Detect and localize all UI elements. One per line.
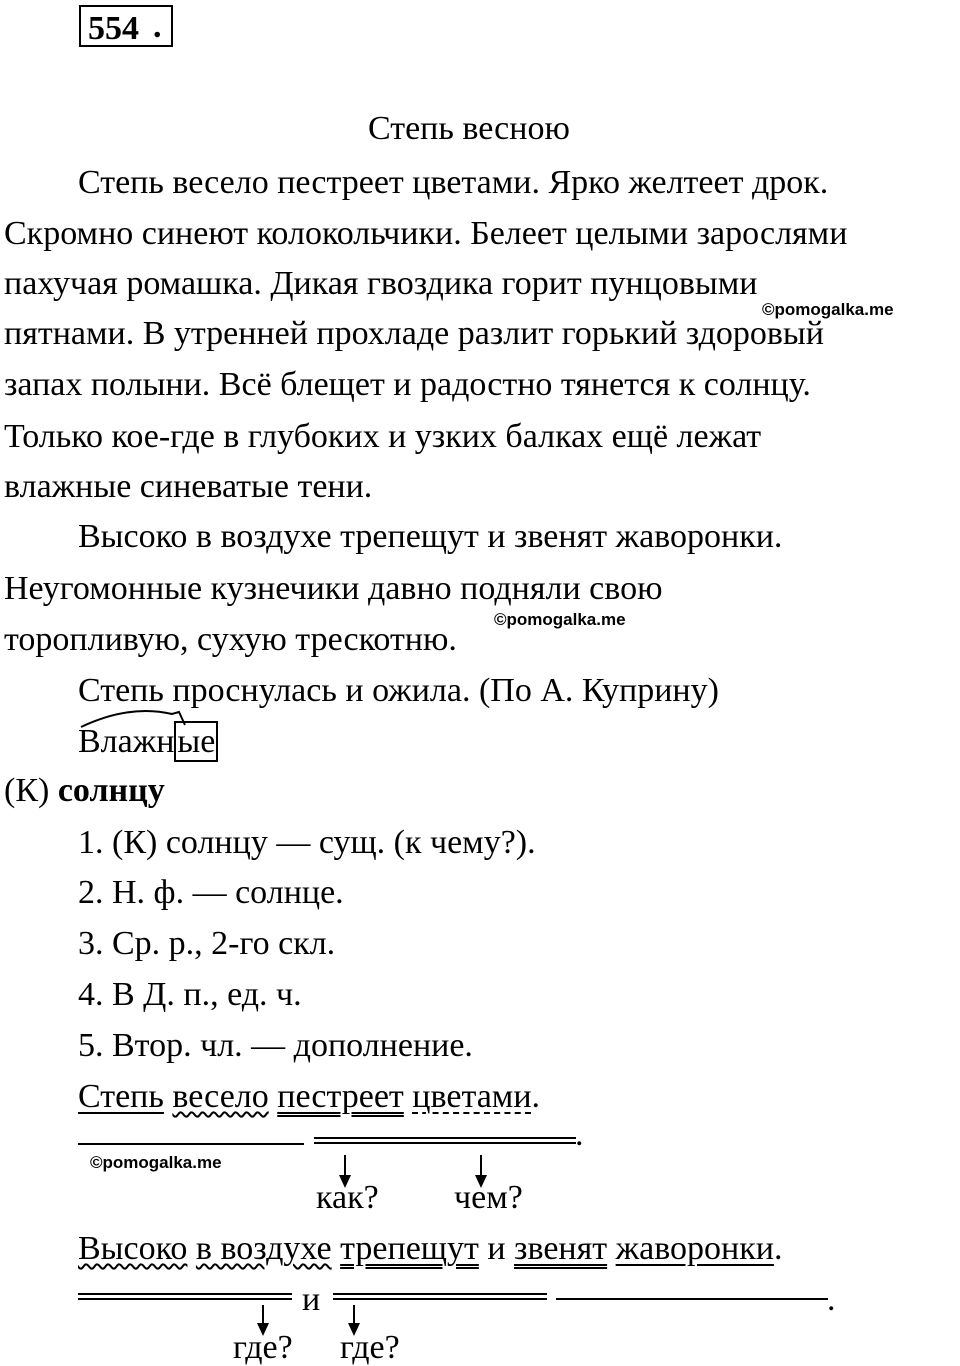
sentence1-subject: Степь (78, 1078, 164, 1115)
paragraph1-line: влажные синеватые тени. (4, 468, 373, 505)
watermark: ©pomogalka.me (494, 610, 626, 629)
paragraph3: Степь проснулась и ожила. (По А. Куприну) (78, 672, 719, 709)
question-where: где? (233, 1329, 293, 1366)
sentence1-adverbial: весело (172, 1078, 269, 1115)
scheme2-end: . (827, 1281, 836, 1318)
paragraph2-line: торопливую, сухую трескотню. (4, 621, 457, 658)
paragraph2-line: Высоко в воздухе трепещут и звенят жаворонки. (78, 518, 783, 555)
question-where: где? (340, 1329, 400, 1366)
paragraph1-line: Только кое-где в глубоких и узких балках ещё лежат (4, 418, 762, 455)
sentence2-conjunction: и (487, 1230, 506, 1267)
sentence2-predicate: звенят (514, 1230, 608, 1267)
sentence1-predicate: пестреет (277, 1078, 404, 1115)
scheme1-end: . (575, 1116, 584, 1153)
paragraph2-line: Неугомонные кузнечики давно подняли свою (4, 570, 663, 607)
question-what: чем? (454, 1179, 523, 1216)
analysis-word: солнцу (57, 772, 165, 809)
question-how: как? (316, 1179, 379, 1216)
exercise-number: 554 (88, 10, 139, 47)
watermark: ©pomogalka.me (90, 1153, 222, 1172)
paragraph1-line: Скромно синеют колокольчики. Белеет целыми зарослями (4, 215, 848, 252)
paragraph1-line: пахучая ромашка. Дикая гвоздика горит пунцовыми (4, 265, 758, 302)
watermark: ©pomogalka.me (762, 300, 894, 319)
morpheme-stem: Влажн (78, 723, 175, 760)
analysis-item: 5. Втор. чл. — дополнение. (78, 1027, 473, 1064)
sentence1-object: цветами (412, 1078, 532, 1115)
sentence2-predicate: трепещут (340, 1230, 479, 1267)
analysis-item: 1. (К) солнцу — сущ. (к чему?). (78, 824, 536, 861)
analysis-item: 4. В Д. п., ед. ч. (78, 976, 302, 1013)
text-title: Степь весною (368, 110, 570, 147)
sentence1-end: . (531, 1078, 541, 1115)
exercise-number-dot: . (153, 8, 162, 45)
paragraph1-line: пятнами. В утренней прохладе разлит горький здоровый (4, 315, 824, 352)
paragraph1-line: запах полыни. Всё блещет и радостно тянется к солнцу. (4, 366, 811, 403)
sentence2-end: . (773, 1230, 783, 1267)
paragraph1-line: Степь весело пестреет цветами. Ярко желтеет дрок. (78, 164, 829, 201)
morpheme-ending: ые (174, 721, 218, 762)
analysis-item: 2. Н. ф. — солнце. (78, 874, 344, 911)
sentence2-subject: жаворонки (615, 1230, 774, 1267)
analysis-item: 3. Ср. р., 2-го скл. (78, 925, 336, 962)
analysis-label: (К) (4, 772, 50, 809)
sentence2-adverbial: Высоко (78, 1230, 188, 1267)
sentence2-adverbial: в воздухе (195, 1230, 332, 1267)
scheme2-and: и (302, 1281, 321, 1318)
